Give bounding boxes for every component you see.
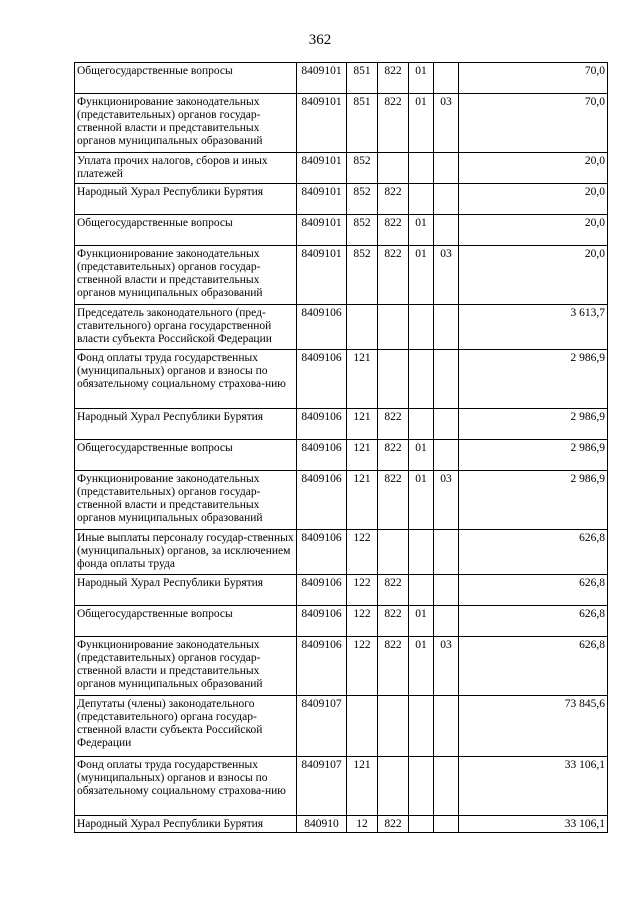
table-row	[75, 440, 608, 471]
subsection-cell	[434, 816, 459, 833]
section-cell	[409, 153, 434, 184]
section-cell: 01	[409, 440, 434, 471]
subsection-cell	[434, 530, 459, 575]
table-row	[75, 305, 608, 350]
budget-manager-cell	[378, 696, 409, 757]
amount-cell: 2 986,9	[459, 409, 608, 440]
amount-cell: 70,0	[459, 94, 608, 153]
amount-cell: 20,0	[459, 184, 608, 215]
target-article-cell: 8409106	[297, 409, 347, 440]
table-row	[75, 816, 608, 833]
budget-manager-cell	[378, 305, 409, 350]
target-article-cell: 8409101	[297, 215, 347, 246]
table-body	[75, 63, 608, 833]
row-name-cell: Фонд оплаты труда государственных (муниципальных) органов и взносы по обязательному социальному страхова-нию	[75, 350, 297, 409]
target-article-cell: 8409106	[297, 305, 347, 350]
amount-cell: 33 106,1	[459, 757, 608, 816]
expense-type-cell: 122	[347, 530, 378, 575]
table-row	[75, 530, 608, 575]
table-row	[75, 215, 608, 246]
amount-cell: 626,8	[459, 637, 608, 696]
section-cell: 01	[409, 471, 434, 530]
subsection-cell	[434, 63, 459, 94]
amount-cell: 626,8	[459, 530, 608, 575]
subsection-cell	[434, 440, 459, 471]
row-name-cell: Фонд оплаты труда государственных (муниципальных) органов и взносы по обязательному социальному страхова-нию	[75, 757, 297, 816]
row-name-cell: Функционирование законодательных (представительных) органов государ-ственной власти и представительных органов муниципальных образований	[75, 94, 297, 153]
expense-type-cell: 122	[347, 575, 378, 606]
table-row	[75, 350, 608, 409]
budget-manager-cell	[378, 757, 409, 816]
table-row	[75, 471, 608, 530]
amount-cell: 2 986,9	[459, 440, 608, 471]
target-article-cell: 8409106	[297, 350, 347, 409]
budget-manager-cell: 822	[378, 606, 409, 637]
amount-cell: 70,0	[459, 63, 608, 94]
table-row	[75, 575, 608, 606]
expense-type-cell	[347, 696, 378, 757]
target-article-cell: 8409101	[297, 153, 347, 184]
table-row	[75, 94, 608, 153]
amount-cell: 2 986,9	[459, 471, 608, 530]
expense-type-cell: 121	[347, 757, 378, 816]
row-name-cell: Народный Хурал Республики Бурятия	[75, 184, 297, 215]
table-row	[75, 637, 608, 696]
subsection-cell: 03	[434, 94, 459, 153]
row-name-cell: Общегосударственные вопросы	[75, 215, 297, 246]
section-cell	[409, 350, 434, 409]
row-name-cell: Иные выплаты персоналу государ-ственных (муниципальных) органов, за исключением фонда оплаты труда	[75, 530, 297, 575]
target-article-cell: 8409106	[297, 637, 347, 696]
target-article-cell: 8409101	[297, 184, 347, 215]
amount-cell: 20,0	[459, 246, 608, 305]
target-article-cell: 8409107	[297, 696, 347, 757]
section-cell: 01	[409, 215, 434, 246]
amount-cell: 20,0	[459, 153, 608, 184]
target-article-cell: 8409101	[297, 246, 347, 305]
row-name-cell: Функционирование законодательных (представительных) органов государ-ственной власти и представительных органов муниципальных образований	[75, 471, 297, 530]
section-cell	[409, 305, 434, 350]
subsection-cell	[434, 409, 459, 440]
expense-type-cell: 121	[347, 350, 378, 409]
expense-type-cell: 122	[347, 606, 378, 637]
section-cell	[409, 816, 434, 833]
page-number: 362	[308, 32, 332, 48]
row-name-cell: Общегосударственные вопросы	[75, 440, 297, 471]
amount-cell: 2 986,9	[459, 350, 608, 409]
amount-cell: 3 613,7	[459, 305, 608, 350]
budget-manager-cell: 822	[378, 409, 409, 440]
row-name-cell: Народный Хурал Республики Бурятия	[75, 409, 297, 440]
subsection-cell	[434, 606, 459, 637]
section-cell	[409, 530, 434, 575]
subsection-cell	[434, 696, 459, 757]
amount-cell: 33 106,1	[459, 816, 608, 833]
section-cell	[409, 575, 434, 606]
expense-type-cell: 122	[347, 637, 378, 696]
target-article-cell: 840910	[297, 816, 347, 833]
target-article-cell: 8409106	[297, 440, 347, 471]
expense-type-cell: 121	[347, 471, 378, 530]
target-article-cell: 8409106	[297, 471, 347, 530]
row-name-cell: Общегосударственные вопросы	[75, 606, 297, 637]
target-article-cell: 8409106	[297, 606, 347, 637]
budget-manager-cell	[378, 153, 409, 184]
row-name-cell: Уплата прочих налогов, сборов и иных платежей	[75, 153, 297, 184]
amount-cell: 626,8	[459, 575, 608, 606]
budget-manager-cell: 822	[378, 637, 409, 696]
row-name-cell: Народный Хурал Республики Бурятия	[75, 816, 297, 833]
subsection-cell	[434, 153, 459, 184]
row-name-cell: Функционирование законодательных (представительных) органов государ-ственной власти и представительных органов муниципальных образований	[75, 637, 297, 696]
section-cell: 01	[409, 246, 434, 305]
table-row	[75, 696, 608, 757]
expense-type-cell: 852	[347, 153, 378, 184]
target-article-cell: 8409101	[297, 63, 347, 94]
target-article-cell: 8409106	[297, 530, 347, 575]
expense-type-cell: 851	[347, 63, 378, 94]
budget-manager-cell	[378, 350, 409, 409]
table-row	[75, 153, 608, 184]
budget-manager-cell: 822	[378, 246, 409, 305]
budget-manager-cell: 822	[378, 440, 409, 471]
row-name-cell: Общегосударственные вопросы	[75, 63, 297, 94]
expense-type-cell: 12	[347, 816, 378, 833]
table-row	[75, 606, 608, 637]
section-cell: 01	[409, 637, 434, 696]
table-row	[75, 184, 608, 215]
section-cell: 01	[409, 606, 434, 637]
subsection-cell: 03	[434, 471, 459, 530]
section-cell	[409, 696, 434, 757]
target-article-cell: 8409101	[297, 94, 347, 153]
budget-manager-cell: 822	[378, 575, 409, 606]
budget-manager-cell: 822	[378, 471, 409, 530]
budget-manager-cell: 822	[378, 63, 409, 94]
budget-manager-cell: 822	[378, 816, 409, 833]
amount-cell: 73 845,6	[459, 696, 608, 757]
expense-type-cell: 852	[347, 246, 378, 305]
expense-type-cell: 852	[347, 184, 378, 215]
section-cell	[409, 757, 434, 816]
expense-type-cell: 852	[347, 215, 378, 246]
expense-type-cell: 121	[347, 440, 378, 471]
row-name-cell: Функционирование законодательных (представительных) органов государ-ственной власти и представительных органов муниципальных образований	[75, 246, 297, 305]
budget-manager-cell: 822	[378, 215, 409, 246]
budget-manager-cell: 822	[378, 184, 409, 215]
subsection-cell: 03	[434, 637, 459, 696]
subsection-cell: 03	[434, 246, 459, 305]
budget-manager-cell: 822	[378, 94, 409, 153]
row-name-cell: Депутаты (члены) законодательного (представительного) органа государ-ственной власти субъекта Российской Федерации	[75, 696, 297, 757]
table-row	[75, 409, 608, 440]
subsection-cell	[434, 350, 459, 409]
amount-cell: 20,0	[459, 215, 608, 246]
table-row	[75, 757, 608, 816]
expense-type-cell: 851	[347, 94, 378, 153]
subsection-cell	[434, 184, 459, 215]
subsection-cell	[434, 215, 459, 246]
subsection-cell	[434, 305, 459, 350]
budget-manager-cell	[378, 530, 409, 575]
row-name-cell: Председатель законодательного (пред-ставительного) органа государственной власти субъекта Российской Федерации	[75, 305, 297, 350]
section-cell: 01	[409, 94, 434, 153]
section-cell	[409, 409, 434, 440]
section-cell	[409, 184, 434, 215]
subsection-cell	[434, 757, 459, 816]
target-article-cell: 8409107	[297, 757, 347, 816]
subsection-cell	[434, 575, 459, 606]
amount-cell: 626,8	[459, 606, 608, 637]
table-row	[75, 246, 608, 305]
row-name-cell: Народный Хурал Республики Бурятия	[75, 575, 297, 606]
expense-type-cell: 121	[347, 409, 378, 440]
table-row	[75, 63, 608, 94]
target-article-cell: 8409106	[297, 575, 347, 606]
section-cell: 01	[409, 63, 434, 94]
budget-table	[74, 62, 608, 833]
expense-type-cell	[347, 305, 378, 350]
